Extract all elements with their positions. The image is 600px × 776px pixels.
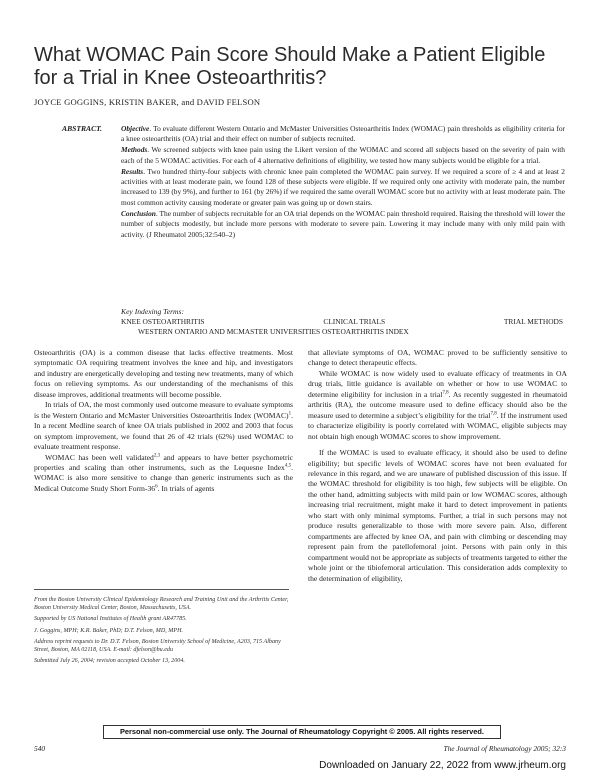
- footnotes: [34, 596, 291, 668]
- citation: 6: [155, 484, 158, 490]
- methods-label: Methods: [121, 145, 148, 155]
- article-title: What WOMAC Pain Score Should Make a Patient Eligible for a Trial in Knee Osteoarthritis?: [34, 44, 546, 89]
- citation: 2,3: [153, 453, 161, 458]
- results-text: . Two hundred thirty-four subjects with chronic knee pain completed the WOMAC pain survey. If we required a score of ≥ 4 and at least 2 activities with at least moderate pain, we found 128 of these subjects were eligible. If we required only one activity with moderate pain, the number increased to 139 (by 9%), and further to 161 (by 26%) if we required the same overall WOMAC score but no activity with at least moderate pain. The most common activity causing moderate or greater pain was going up or down stairs.: [121, 166, 565, 207]
- paragraph: [34, 400, 293, 452]
- keyword: KNEE OSTEOARTHRITIS: [121, 317, 205, 326]
- citation: 7,8: [442, 390, 449, 396]
- objective-text: . To evaluate different Western Ontario and McMaster Universities Osteoarthritis Index (WOMAC) pain thresholds as eligibility criteria for a knee osteoarthritis (OA) trial and their effect on number of subjects recruited.: [121, 124, 565, 144]
- download-notice: [319, 760, 566, 771]
- text: In trials of OA, the most commonly used outcome measure to evaluate symptoms is the Western Ontario and McMaster Universities Osteoarthritis Index (WOMAC): [34, 400, 293, 420]
- footnote: J. Goggins, MPH; K.R. Baker, PhD; D.T. Felson, MD, MPH.: [34, 627, 183, 634]
- abstract-conclusion: [121, 209, 565, 240]
- text: . If the instrument used to characterize eligibility is poorly correlated with WOMAC, eligible subjects may not obtain high enough WOMAC scores to show improvement.: [308, 410, 567, 441]
- text: . WOMAC is also more sensitive to change than generic instruments such as the Medical Outcome Study Short Form-36: [34, 462, 293, 493]
- objective-label: Objective: [121, 124, 150, 133]
- footnote: Supported by US National Institutes of Health grant AR47785.: [34, 616, 187, 623]
- keyword: TRIAL METHODS: [503, 317, 563, 326]
- citation: 4,5: [284, 463, 292, 469]
- abstract-objective: [121, 124, 565, 145]
- journal-link[interactable]: www.jrheum.org: [494, 760, 566, 771]
- page-number: 540: [34, 744, 46, 753]
- conclusion-label: Conclusion: [121, 208, 156, 218]
- footnote-divider: [34, 589, 289, 590]
- abstract-methods: [121, 145, 565, 166]
- paragraph: Osteoarthritis (OA) is a common disease that lacks effective treatments. Most symptomatic OA requiring treatment involves the knee and hip, and investigators and industry are energetically developing and testing new treatments, many of which focus on relieving symptoms. As our understanding of the mechanisms of this disease improves, additional treatments will become possible.: [34, 348, 293, 399]
- keyword: CLINICAL TRIALS: [323, 317, 386, 326]
- text: . As recently suggested in rheumatoid arthritis (RA), the outcome measure used to define efficacy should also be the measure used to determine a subject’s eligibility for the trial: [308, 389, 567, 420]
- abstract-results: [121, 167, 565, 209]
- body-column-right: [308, 348, 567, 584]
- keywords-row: [121, 317, 563, 326]
- citation: 1: [288, 411, 292, 417]
- download-text: Downloaded on January 22, 2022 from: [319, 760, 495, 771]
- abstract-label: ABSTRACT.: [62, 124, 103, 133]
- keywords-title: Key Indexing Terms:: [121, 307, 184, 316]
- conclusion-text: . The number of subjects recruitable for an OA trial depends on the WOMAC pain threshold required. Raising the threshold will lower the number of subjects modestly, but include more persons with moderate to severe pain. Lowering it may include many with only mild pain with activity. (J Rheumatol 2005;32:540–2): [121, 208, 565, 239]
- text: While WOMAC is now widely used to evaluate efficacy of treatments in OA drug trials, little guidance is available on whether or how to use WOMAC to determine eligibility for inclusion in a trial: [308, 368, 567, 399]
- paragraph: [34, 453, 293, 495]
- footnote: Address reprint requests to Dr. D.T. Felson, Boston University School of Medicine, A203, 715 Albany Street, Boston, MA 02118, USA. E-mail: dfelson@bu.edu: [34, 638, 281, 654]
- methods-text: . We screened subjects with knee pain using the Likert version of the WOMAC and scored all subjects based on the severity of pain with each of the 5 WOMAC activities. For each of 4 alternative definitions of eligibility, we tested how many subjects would be eligible for a trial.: [121, 145, 565, 165]
- journal-reference: The Journal of Rheumatology 2005; 32:3: [443, 744, 566, 753]
- paragraph: that alleviate symptoms of OA, WOMAC proved to be sufficiently sensitive to change to detect therapeutic effects.: [308, 348, 567, 368]
- abstract-body: [121, 124, 565, 240]
- text: and appears to have better psychometric properties and scaling than other instruments, such as the Lequesne Index: [34, 452, 293, 472]
- text: . In trials of agents: [157, 483, 215, 493]
- footnote: Submitted July 26, 2004; revision accepted October 13, 2004.: [34, 658, 185, 665]
- text: WOMAC has been well validated: [45, 452, 154, 462]
- citation: 7,8: [490, 411, 497, 417]
- text: . In a recent Medline search of knee OA trials published in 2002 and 2003 that focus on symptom improvement, we found that 26 of 42 trials (62%) used WOMAC to evaluate treatment response.: [34, 410, 293, 452]
- copyright-notice: Personal non-commercial use only. The Journal of Rheumatology Copyright © 2005. All rights reserved.: [103, 725, 501, 739]
- body-column-left: [34, 348, 293, 494]
- paragraph: If the WOMAC is used to evaluate efficacy, it should also be used to define eligibility; but specific levels of WOMAC scores have not been evaluated for relevance in this regard, and we are unaware of published discussion of this issue. If the WOMAC threshold for eligibility is too high, few subjects will be eligible. On the other hand, admitting subjects with mild pain or low WOMAC scores, although increasing trial recruitment, might make it hard to detect improvement in patients who start with only minimal symptoms. Further, a trial in such persons may not produce results generalizable to those with more severe pain. Also, different compartments are affected by knee OA, and pain with climbing or descending may represent pain from the patellofemoral joint. Persons with pain only in this compartment would not be appropriate as subjects of treatments targeted to either the whole joint or the tibiofemoral articulation. This consideration adds complexity to the determination of eligibility,: [308, 448, 567, 583]
- keyword: WESTERN ONTARIO AND MCMASTER UNIVERSITIES OSTEOARTHRITIS INDEX: [138, 327, 409, 336]
- author-list: JOYCE GOGGINS, KRISTIN BAKER, and DAVID FELSON: [34, 97, 261, 107]
- footnote: From the Boston University Clinical Epidemiology Research and Training Unit and the Arthritis Center, Boston University Medical Center, Boston, Massachusetts, USA.: [34, 597, 289, 612]
- results-label: Results: [121, 166, 144, 176]
- paragraph: [308, 369, 567, 442]
